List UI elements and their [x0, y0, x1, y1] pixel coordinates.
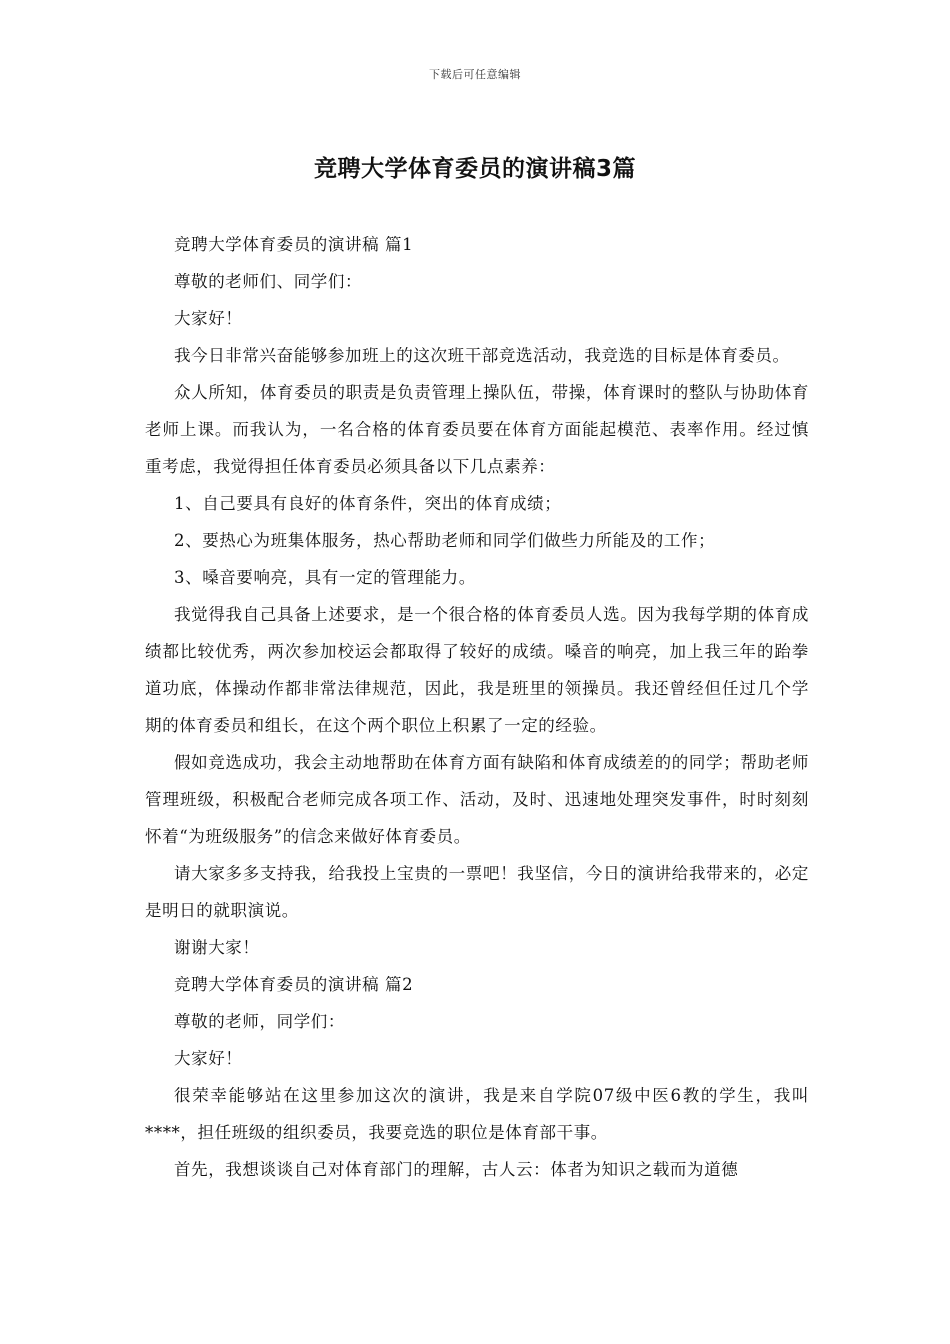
greeting: 大家好！ — [174, 309, 243, 328]
salutation: 尊敬的老师，同学们： — [174, 1012, 345, 1031]
salutation: 尊敬的老师们、同学们： — [174, 272, 363, 291]
paragraph: 首先，我想谈谈自己对体育部门的理解，古人云：体者为知识之载而为道德 — [174, 1160, 739, 1179]
list-item: 1、自己要具有良好的体育条件，突出的体育成绩； — [174, 494, 562, 513]
paragraph: 我今日非常兴奋能够参加班上的这次班干部竞选活动，我竞选的目标是体育委员。 — [174, 346, 790, 365]
document-body — [145, 226, 809, 1188]
paragraph: 请大家多多支持我，给我投上宝贵的一票吧！我坚信，今日的演讲给我带来的，必定是明日的就职演说。 — [145, 864, 809, 920]
greeting: 大家好！ — [174, 1049, 243, 1068]
paragraph: 众人所知，体育委员的职责是负责管理上操队伍，带操，体育课时的整队与协助体育老师上课。而我认为，一名合格的体育委员要在体育方面能起模范、表率作用。经过慎重考虑，我觉得担任体育委员必须具备以下几点素养： — [145, 383, 809, 476]
closing: 谢谢大家！ — [174, 938, 260, 957]
paragraph: 很荣幸能够站在这里参加这次的演讲，我是来自学院07级中医6教的学生，我叫****，担任班级的组织委员，我要竞选的职位是体育部干事。 — [145, 1086, 809, 1142]
section-heading-2: 竞聘大学体育委员的演讲稿 篇2 — [174, 975, 414, 994]
list-item: 2、要热心为班集体服务，热心帮助老师和同学们做些力所能及的工作； — [174, 531, 716, 550]
document-title: 竞聘大学体育委员的演讲稿3篇 — [313, 156, 636, 182]
section-heading-1: 竞聘大学体育委员的演讲稿 篇1 — [174, 235, 414, 254]
paragraph: 假如竞选成功，我会主动地帮助在体育方面有缺陷和体育成绩差的的同学；帮助老师管理班级，积极配合老师完成各项工作、活动，及时、迅速地处理突发事件，时时刻刻怀着“为班级服务”的信念来做好体育委员。 — [145, 753, 809, 846]
list-item: 3、嗓音要响亮，具有一定的管理能力。 — [174, 568, 476, 587]
header-note: 下载后可任意编辑 — [429, 68, 521, 81]
paragraph: 我觉得我自己具备上述要求，是一个很合格的体育委员人选。因为我每学期的体育成绩都比较优秀，两次参加校运会都取得了较好的成绩。嗓音的响亮，加上我三年的跆拳道功底，体操动作都非常法律规范，因此，我是班里的领操员。我还曾经但任过几个学期的体育委员和组长，在这个两个职位上积累了一定的经验。 — [145, 605, 809, 735]
